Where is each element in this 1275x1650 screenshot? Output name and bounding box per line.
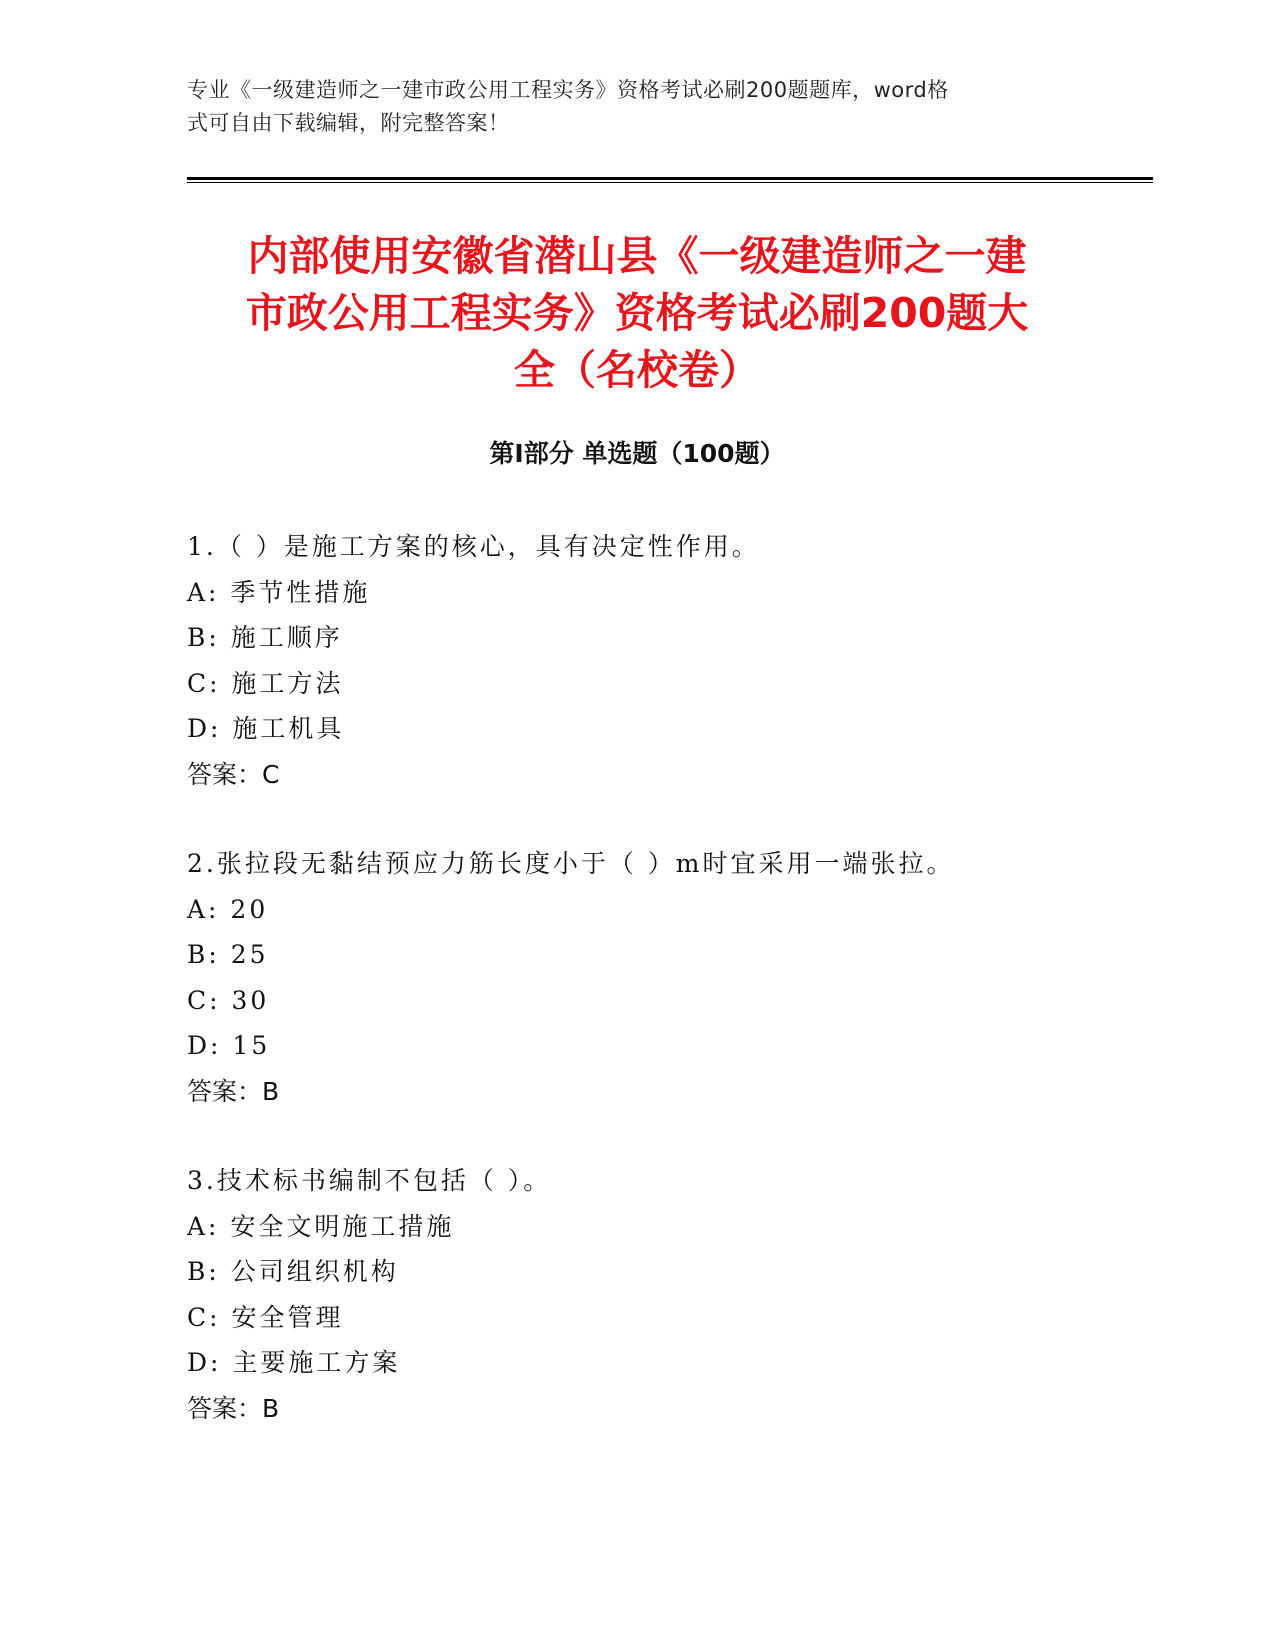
header-note-line-2: 式可自由下载编辑，附完整答案！ xyxy=(187,111,510,135)
document-title-line-3: 全（名校卷） xyxy=(514,346,760,394)
question-stem: 3.技术标书编制不包括（ ）。 xyxy=(187,1166,552,1195)
question-stem: 1.（ ）是施工方案的核心，具有决定性作用。 xyxy=(187,532,760,561)
document-title-line-2: 市政公用工程实务》资格考试必刷200题大 xyxy=(245,289,1029,337)
header-divider-thick xyxy=(187,177,1153,180)
document-title-line-1: 内部使用安徽省潜山县《一级建造师之一建 xyxy=(247,232,1027,280)
option-a: A: 季节性措施 xyxy=(187,577,371,607)
option-b: B: 25 xyxy=(187,940,269,969)
option-d: D: 施工机具 xyxy=(187,714,345,743)
question-3 xyxy=(187,1158,1147,1431)
document-title xyxy=(187,228,1087,399)
option-a: A: 安全文明施工措施 xyxy=(187,1211,455,1241)
question-list xyxy=(187,524,1147,1475)
section-heading: 第Ⅰ部分 单选题（100题） xyxy=(489,439,785,468)
answer: 答案：B xyxy=(187,1076,280,1106)
option-b: B: 公司组织机构 xyxy=(187,1257,399,1286)
header-note xyxy=(187,74,1067,140)
option-c: C: 30 xyxy=(187,985,270,1015)
option-c: C: 施工方法 xyxy=(187,668,344,698)
answer: 答案：C xyxy=(187,759,280,789)
option-a: A: 20 xyxy=(187,894,269,924)
option-b: B: 施工顺序 xyxy=(187,623,343,652)
question-1 xyxy=(187,524,1147,797)
header-note-line-1: 专业《一级建造师之一建市政公用工程实务》资格考试必刷200题题库，word格 xyxy=(187,78,949,102)
option-d: D: 15 xyxy=(187,1031,271,1060)
question-stem: 2.张拉段无黏结预应力筋长度小于（ ）m时宜采用一端张拉。 xyxy=(187,849,955,878)
answer: 答案：B xyxy=(187,1393,280,1423)
option-c: C: 安全管理 xyxy=(187,1302,344,1332)
option-d: D: 主要施工方案 xyxy=(187,1348,401,1377)
header-divider-thin xyxy=(187,182,1153,183)
question-2 xyxy=(187,841,1147,1114)
